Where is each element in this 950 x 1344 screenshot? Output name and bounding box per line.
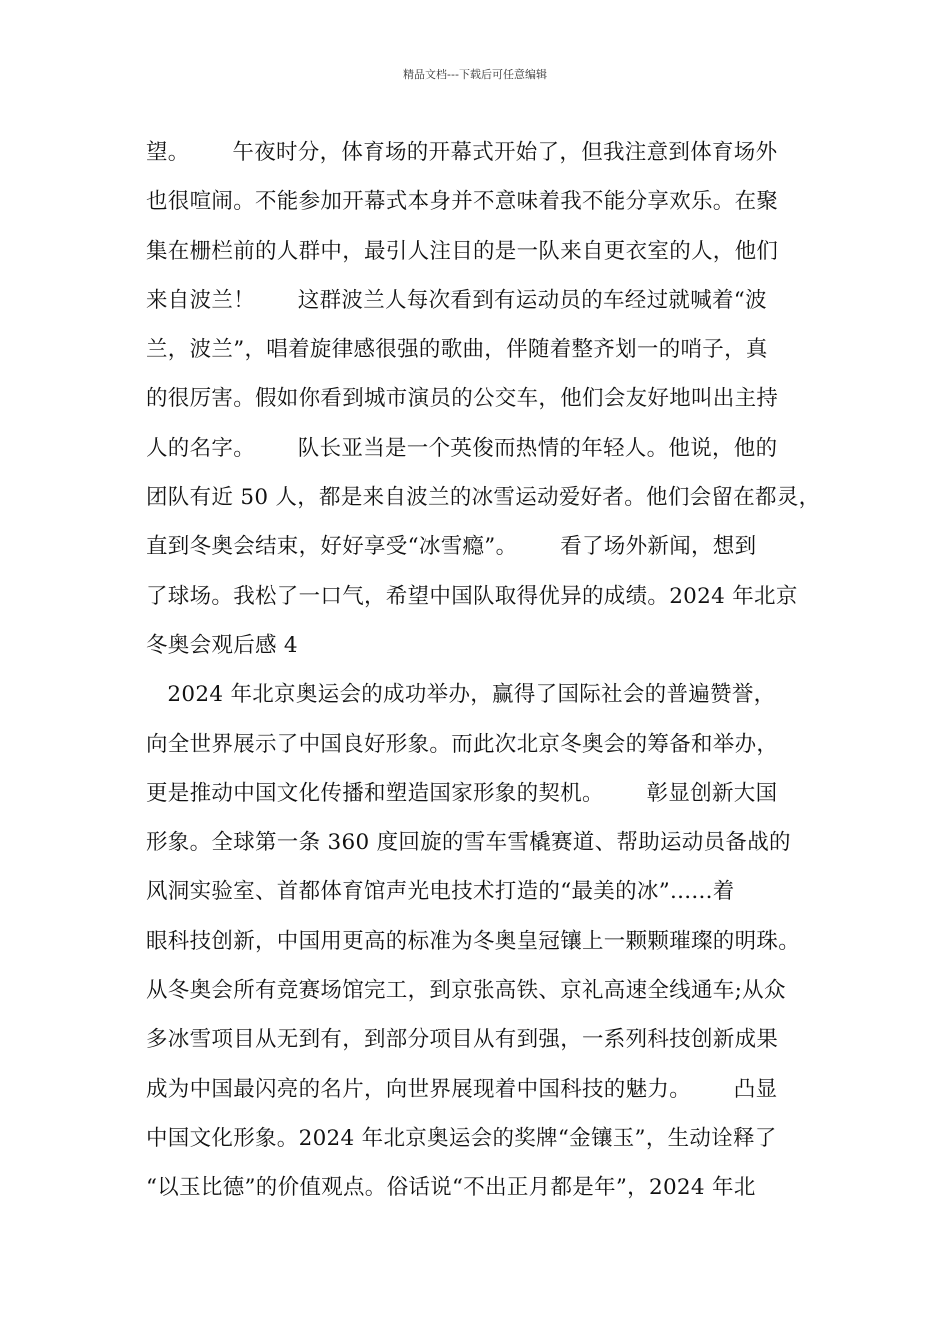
text-line: 从冬奥会所有竞赛场馆完工，到京张高铁、京礼高速全线通车;从众 xyxy=(146,978,786,1004)
text-line: 直到冬奥会结束，好好享受“冰雪瘾”。 看了场外新闻，想到 xyxy=(146,534,757,560)
text-line: 的很厉害。假如你看到城市演员的公交车，他们会友好地叫出主持 xyxy=(146,386,779,412)
text-line: 兰，波兰”，唱着旋律感很强的歌曲，伴随着整齐划一的哨子，真 xyxy=(146,337,768,363)
page-header: 精品文档---下载后可任意编辑 xyxy=(403,68,547,81)
text-line: “以玉比德”的价值观点。俗话说“不出正月都是年”，2024 年北 xyxy=(146,1175,756,1201)
text-line: 也很喧闹。不能参加开幕式本身并不意味着我不能分享欢乐。在聚 xyxy=(146,189,779,215)
text-line: 团队有近 50 人，都是来自波兰的冰雪运动爱好者。他们会留在都灵， xyxy=(146,485,821,511)
text-line: 成为中国最闪亮的名片，向世界展现着中国科技的魅力。 凸显 xyxy=(146,1076,778,1102)
text-line: 来自波兰！ 这群波兰人每次看到有运动员的车经过就喊着“波 xyxy=(146,287,767,313)
text-line: 风洞实验室、首都体育馆声光电技术打造的“最美的冰”......着 xyxy=(146,879,735,905)
text-line: 了球场。我松了一口气，希望中国队取得优异的成绩。2024 年北京 xyxy=(146,583,798,609)
text-line: 更是推动中国文化传播和塑造国家形象的契机。 彰显创新大国 xyxy=(146,780,778,806)
document-body xyxy=(146,133,866,1218)
text-line: 集在栅栏前的人群中，最引人注目的是一队来自更衣室的人，他们 xyxy=(146,238,779,264)
text-line: 形象。全球第一条 360 度回旋的雪车雪橇赛道、帮助运动员备战的 xyxy=(146,830,791,856)
text-line: 望。 午夜时分，体育场的开幕式开始了，但我注意到体育场外 xyxy=(146,140,778,165)
text-line: 冬奥会观后感 4 xyxy=(146,632,298,658)
text-line: 向全世界展示了中国良好形象。而此次北京冬奥会的筹备和举办， xyxy=(146,731,779,757)
text-line: 2024 年北京奥运会的成功举办，赢得了国际社会的普遍赞誉， xyxy=(146,682,776,708)
text-line: 眼科技创新，中国用更高的标准为冬奥皇冠镶上一颗颗璀璨的明珠。 xyxy=(146,928,801,954)
text-line: 人的名字。 队长亚当是一个英俊而热情的年轻人。他说，他的 xyxy=(146,435,778,461)
text-line: 中国文化形象。2024 年北京奥运会的奖牌“金镶玉”，生动诠释了 xyxy=(146,1125,777,1151)
text-line: 多冰雪项目从无到有，到部分项目从有到强，一系列科技创新成果 xyxy=(146,1027,779,1053)
